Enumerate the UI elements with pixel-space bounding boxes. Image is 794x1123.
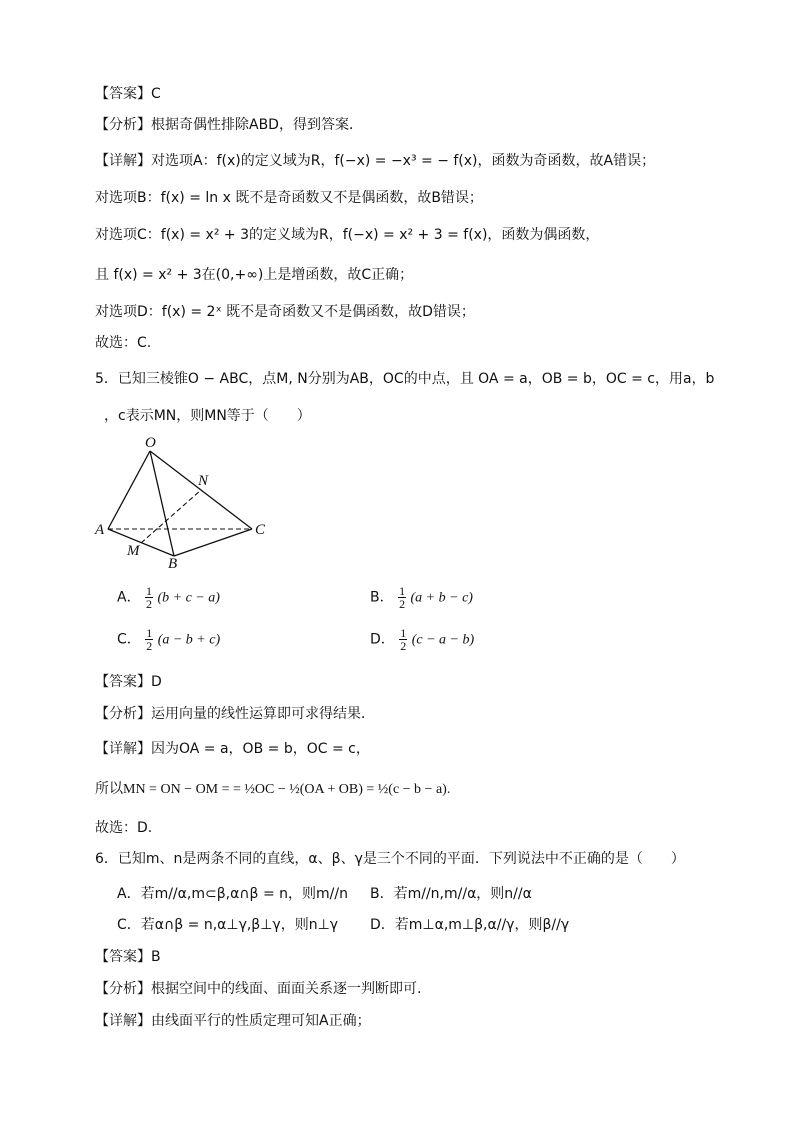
- option-letter: B．: [370, 886, 394, 902]
- q5-stem-1: 5．已知三棱锥O − ABC，点M, N分别为AB，OC的中点，且 OA = a，OB = b，OC = c，用a，b: [95, 371, 715, 387]
- label-o: O: [145, 435, 156, 451]
- analysis-tag: 【分析】: [95, 706, 151, 722]
- q5-choose: 故选：D.: [95, 820, 153, 836]
- q4-detail-d: 对选项D：f(x) = 2ˣ 既不是奇函数又不是偶函数，故D错误；: [95, 304, 475, 320]
- tetrahedron-figure: [92, 433, 272, 568]
- option-text: 若m⊥α,m⊥β,α//γ，则β//γ: [394, 917, 570, 933]
- option-letter: C．: [117, 631, 141, 648]
- answer-value: B: [151, 949, 161, 965]
- q4-choose: 故选：C.: [95, 335, 152, 351]
- q5-analysis-line: [95, 705, 375, 723]
- half-fraction: $\frac{1}{2}$: [400, 626, 407, 653]
- analysis-tag: 【分析】: [95, 117, 151, 133]
- detail-text: 由线面平行的性质定理可知A正确；: [151, 1013, 371, 1029]
- analysis-text: 根据奇偶性排除ABD，得到答案．: [151, 117, 363, 133]
- q6-option-c: [117, 914, 338, 934]
- answer-tag: 【答案】: [95, 949, 151, 965]
- half-fraction: $\frac{1}{2}$: [146, 626, 153, 653]
- detail-text: 因为OA = a，OB = b，OC = c，: [151, 741, 370, 757]
- option-expr: (b + c − a): [157, 590, 220, 606]
- option-letter: A．: [117, 886, 141, 902]
- detail-tag: 【详解】: [95, 1013, 151, 1029]
- q5-detail-1: [95, 740, 370, 758]
- q6-detail-line: [95, 1012, 371, 1030]
- answer-tag: 【答案】: [95, 674, 151, 690]
- option-text: 若α∩β = n,α⊥γ,β⊥γ，则n⊥γ: [140, 917, 339, 933]
- detail-tag: 【详解】: [95, 153, 151, 169]
- answer-tag: 【答案】: [95, 86, 151, 102]
- answer-value: C: [151, 86, 161, 102]
- option-expr: (a − b + c): [157, 632, 221, 648]
- q6-analysis-line: [95, 980, 421, 998]
- option-letter: C．: [117, 917, 141, 933]
- label-m: M: [127, 543, 140, 559]
- detail-tag: 【详解】: [95, 741, 151, 757]
- q4-detail-c1: 对选项C：f(x) = x² + 3的定义域为R，f(−x) = x² + 3 = f(x)，函数为偶函数，: [95, 227, 600, 243]
- label-a: A: [95, 522, 105, 538]
- analysis-text: 运用向量的线性运算即可求得结果．: [151, 706, 375, 722]
- label-b: B: [168, 556, 178, 568]
- q5-option-b: [370, 585, 473, 610]
- q6-answer-line: [95, 948, 161, 966]
- option-text: 若m//n,m//α，则n//α: [393, 886, 532, 902]
- option-expr: (c − a − b): [411, 632, 475, 648]
- q6-option-a: [117, 883, 348, 903]
- q5-option-d: [370, 627, 474, 652]
- half-fraction: $\frac{1}{2}$: [146, 584, 153, 611]
- detail-formula: MN = ON − OM = = ½OC − ½(OA + OB) = ½(c − b − a).: [123, 782, 451, 797]
- q6-option-d: [370, 914, 569, 934]
- option-letter: D．: [370, 631, 395, 648]
- label-n: N: [198, 473, 209, 489]
- q4-analysis-line: [95, 116, 363, 134]
- detail-text-a: 对选项A：f(x)的定义域为R，f(−x) = −x³ = − f(x)，函数为奇函数，故A错误；: [151, 153, 656, 169]
- label-c: C: [255, 522, 266, 538]
- q5-option-c: [117, 627, 220, 652]
- option-letter: D．: [370, 917, 395, 933]
- half-fraction: $\frac{1}{2}$: [399, 584, 406, 611]
- analysis-tag: 【分析】: [95, 981, 151, 997]
- answer-value: D: [151, 674, 162, 690]
- q4-detail-a: [95, 152, 655, 170]
- detail-prefix: 所以: [95, 781, 123, 797]
- q5-stem-2: ，c表示MN，则MN等于（ ）: [104, 408, 311, 424]
- option-letter: A．: [117, 589, 141, 606]
- q5-detail-2: [95, 780, 450, 799]
- q5-option-a: [117, 585, 220, 610]
- q4-detail-b: 对选项B：f(x) = ln x 既不是奇函数又不是偶函数，故B错误；: [95, 190, 483, 206]
- option-expr: (a + b − c): [410, 590, 473, 606]
- q4-answer-line: [95, 85, 161, 103]
- analysis-text: 根据空间中的线面、面面关系逐一判断即可.: [151, 981, 422, 997]
- q5-answer-line: [95, 673, 162, 691]
- q6-stem: 6．已知m、n是两条不同的直线，α、β、γ是三个不同的平面．下列说法中不正确的是（ ）: [95, 851, 685, 867]
- option-text: 若m//α,m⊂β,α∩β = n，则m//n: [140, 886, 348, 902]
- q6-option-b: [370, 883, 532, 903]
- q4-detail-c2: 且 f(x) = x² + 3在(0,+∞)上是增函数，故C正确；: [95, 267, 414, 283]
- option-letter: B．: [370, 589, 394, 606]
